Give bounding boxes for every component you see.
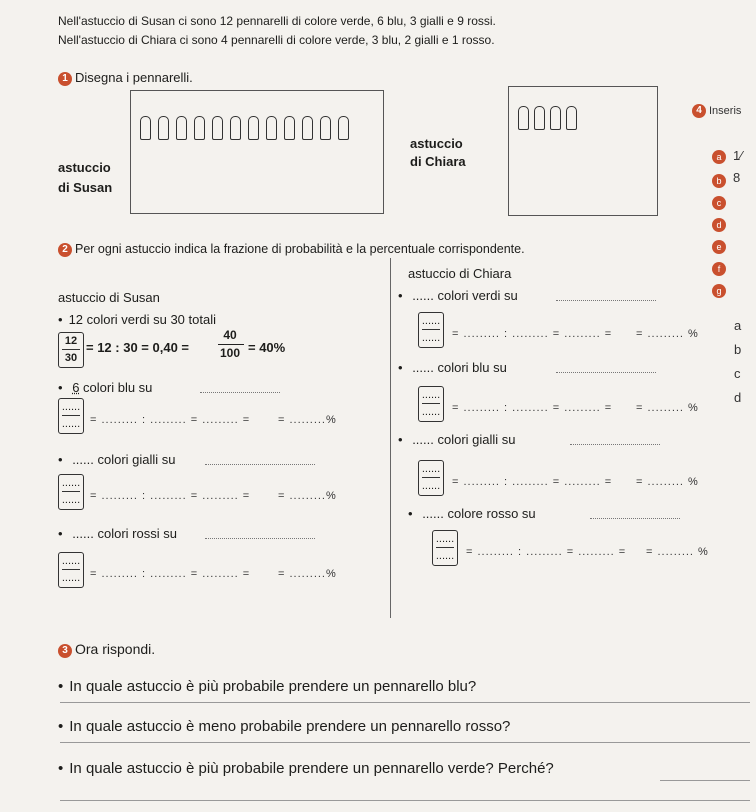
- equation-chain[interactable]: = ......... : ......... = ......... =: [90, 568, 251, 580]
- sidebar-heading: [692, 104, 741, 118]
- equation-tail[interactable]: = ......... %: [636, 402, 699, 414]
- chiara-blu-row: [398, 360, 507, 375]
- fraction-numerator: ......: [421, 463, 441, 475]
- susan-blu-row: [58, 380, 152, 395]
- answer-line[interactable]: [590, 518, 680, 519]
- right-letter: c: [734, 366, 741, 381]
- chiara-section-title: astuccio di Chiara: [408, 266, 512, 281]
- pen-drawing: [176, 116, 187, 140]
- susan-formula-frac-bar: [218, 344, 244, 345]
- answer-line[interactable]: [60, 800, 750, 801]
- chiara-gialli-text: colori gialli su: [437, 432, 516, 447]
- answer-line[interactable]: [200, 392, 280, 393]
- equation-chain[interactable]: = ......... : ......... = ......... =: [452, 476, 613, 488]
- right-letter: a: [734, 318, 742, 333]
- chiara-gialli-row: [398, 432, 516, 447]
- susan-case-label-2: di Susan: [58, 180, 113, 195]
- susan-formula-rest: = 12 : 30 = 0,40 =: [86, 340, 189, 355]
- answer-fraction-box[interactable]: [58, 474, 84, 510]
- dots-blank[interactable]: ......: [72, 452, 94, 467]
- equation-tail[interactable]: = .........%: [278, 414, 337, 426]
- equation-tail[interactable]: = .........%: [278, 490, 337, 502]
- task3-heading: [58, 641, 155, 658]
- answer-line[interactable]: [60, 742, 750, 743]
- fraction-numerator: ......: [421, 315, 441, 327]
- equation-chain[interactable]: = ......... : ......... = ......... =: [466, 546, 627, 558]
- fraction-denominator: ......: [61, 572, 81, 584]
- equation-tail[interactable]: = .........%: [278, 568, 337, 580]
- susan-formula-frac-den: 100: [219, 346, 241, 360]
- chiara-case-label-1: astuccio: [410, 136, 463, 151]
- pen-drawing: [158, 116, 169, 140]
- intro-line-2: Nell'astuccio di Chiara ci sono 4 pennarelli di colore verde, 3 blu, 2 gialli e 1 rosso.: [58, 33, 495, 47]
- dots-blank[interactable]: ......: [412, 360, 434, 375]
- answer-line[interactable]: [205, 464, 315, 465]
- chiara-rosso-row: [408, 506, 536, 521]
- answer-line[interactable]: [60, 702, 750, 703]
- dots-blank[interactable]: ......: [72, 526, 94, 541]
- answer-line[interactable]: [205, 538, 315, 539]
- fraction-denominator: ......: [435, 550, 455, 562]
- pen-drawing: [518, 106, 529, 130]
- column-divider: [390, 258, 391, 618]
- task1-label: Disegna i pennarelli.: [75, 70, 193, 85]
- susan-formula-pct: = 40%: [248, 340, 286, 355]
- pen-drawing: [338, 116, 349, 140]
- dots-blank[interactable]: ......: [422, 506, 444, 521]
- right-letter: d: [734, 390, 742, 405]
- dots-blank[interactable]: ......: [412, 288, 434, 303]
- fraction-denominator: ......: [421, 406, 441, 418]
- pen-drawing: [140, 116, 151, 140]
- equation-tail[interactable]: = ......... %: [636, 476, 699, 488]
- pen-drawing: [534, 106, 545, 130]
- answer-fraction-box[interactable]: [418, 460, 444, 496]
- sidebar-letter: c: [712, 196, 726, 210]
- right-letter: b: [734, 342, 742, 357]
- equation-chain[interactable]: = ......... : ......... = ......... =: [452, 402, 613, 414]
- pen-drawing: [212, 116, 223, 140]
- question-red: • In quale astuccio è meno probabile prendere un pennarello rosso?: [58, 718, 510, 735]
- equation-chain[interactable]: = ......... : ......... = ......... =: [90, 414, 251, 426]
- task3-number-badge: 3: [58, 644, 72, 658]
- pen-drawing: [230, 116, 241, 140]
- answer-fraction-box[interactable]: [58, 552, 84, 588]
- sidebar-letter: b: [712, 174, 726, 188]
- answer-line[interactable]: [570, 444, 660, 445]
- fraction-denominator: ......: [421, 480, 441, 492]
- sidebar-letter: d: [712, 218, 726, 232]
- pen-drawing: [266, 116, 277, 140]
- pen-drawing: [320, 116, 331, 140]
- dots-blank[interactable]: ......: [412, 432, 434, 447]
- answer-fraction-box[interactable]: [58, 398, 84, 434]
- chiara-verdi-text: colori verdi su: [437, 288, 518, 303]
- equation-chain[interactable]: = ......... : ......... = ......... =: [90, 490, 251, 502]
- fraction-numerator: ......: [61, 555, 81, 567]
- susan-blu-count: 6: [72, 380, 80, 395]
- fraction-denominator: ......: [421, 332, 441, 344]
- intro-line-1: Nell'astuccio di Susan ci sono 12 pennarelli di colore verde, 6 blu, 3 gialli e 9 rossi.: [58, 14, 496, 28]
- sidebar-letter: a: [712, 150, 726, 164]
- answer-fraction-box[interactable]: [432, 530, 458, 566]
- task1-heading: [58, 70, 193, 86]
- fraction-numerator: ......: [421, 389, 441, 401]
- susan-section-title: astuccio di Susan: [58, 290, 160, 305]
- answer-fraction-box[interactable]: [418, 312, 444, 348]
- fraction-numerator: ......: [61, 401, 81, 413]
- susan-blu-text: colori blu su: [83, 380, 153, 395]
- task3-label: Ora rispondi.: [75, 641, 156, 657]
- susan-case-label-1: astuccio: [58, 160, 111, 175]
- answer-line[interactable]: [660, 780, 750, 781]
- pen-drawing: [566, 106, 577, 130]
- chiara-blu-text: colori blu su: [437, 360, 507, 375]
- task2-label: Per ogni astuccio indica la frazione di probabilità e la percentuale corrispondente.: [75, 242, 525, 256]
- fraction-numerator: 12: [64, 335, 78, 347]
- susan-formula-frac-num: 40: [223, 328, 237, 342]
- chiara-case-label-2: di Chiara: [410, 154, 466, 169]
- pen-drawing: [302, 116, 313, 140]
- answer-line[interactable]: [556, 300, 656, 301]
- sidebar-letter: f: [712, 262, 726, 276]
- chiara-rosso-text: colore rosso su: [447, 506, 536, 521]
- sidebar-value: 8: [733, 170, 741, 185]
- pen-drawing: [194, 116, 205, 140]
- sidebar-number-badge: 4: [692, 104, 706, 118]
- fraction-denominator: ......: [61, 494, 81, 506]
- pen-drawing: [550, 106, 561, 130]
- sidebar-value: 1∕: [733, 148, 743, 163]
- answer-line[interactable]: [556, 372, 656, 373]
- susan-gialli-row: [58, 452, 176, 467]
- task2-heading: [58, 242, 525, 257]
- chiara-pencil-case[interactable]: [508, 86, 658, 216]
- equation-tail[interactable]: = ......... %: [646, 546, 709, 558]
- susan-example-fraction: [58, 332, 84, 368]
- sidebar-letter: e: [712, 240, 726, 254]
- fraction-denominator: ......: [61, 418, 81, 430]
- susan-gialli-text: colori gialli su: [97, 452, 176, 467]
- equation-tail[interactable]: = ......... %: [636, 328, 699, 340]
- susan-rossi-text: colori rossi su: [97, 526, 177, 541]
- fraction-denominator: 30: [64, 352, 78, 364]
- task1-number-badge: 1: [58, 72, 72, 86]
- sidebar-letter: g: [712, 284, 726, 298]
- task2-number-badge: 2: [58, 243, 72, 257]
- susan-pencil-case[interactable]: [130, 90, 384, 214]
- fraction-numerator: ......: [61, 477, 81, 489]
- fraction-numerator: ......: [435, 533, 455, 545]
- pen-drawing: [248, 116, 259, 140]
- answer-fraction-box[interactable]: [418, 386, 444, 422]
- susan-verdi-text: • 12 colori verdi su 30 totali: [58, 312, 216, 327]
- sidebar-label: Inseris: [709, 105, 742, 117]
- pen-drawing: [284, 116, 295, 140]
- chiara-verdi-row: [398, 288, 518, 303]
- equation-chain[interactable]: = ......... : ......... = ......... =: [452, 328, 613, 340]
- susan-rossi-row: [58, 526, 177, 541]
- question-blue: • In quale astuccio è più probabile prendere un pennarello blu?: [58, 678, 476, 695]
- question-green: • In quale astuccio è più probabile prendere un pennarello verde? Perché?: [58, 760, 554, 777]
